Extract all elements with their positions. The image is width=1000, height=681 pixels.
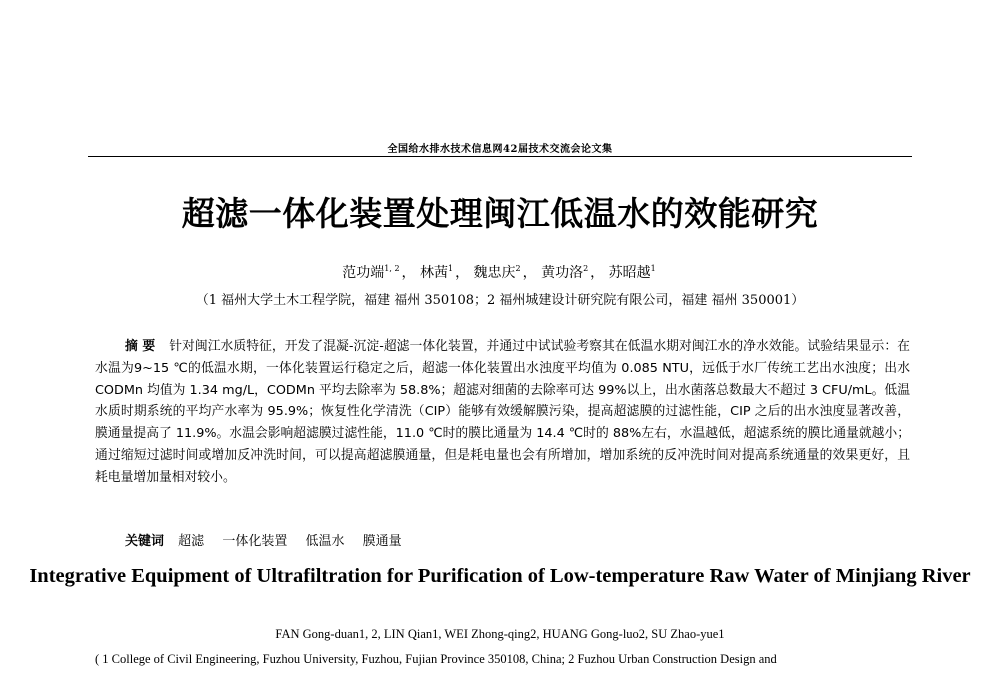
author-name: 黄功洛 (541, 265, 584, 281)
author-name: 范功端 (342, 265, 385, 281)
chinese-title: 超滤一体化装置处理闽江低温水的效能研究 (181, 194, 819, 233)
english-authors: FAN Gong-duan1, 2, LIN Qian1, WEI Zhong-qing2, HUANG Gong-luo2, SU Zhao-yue1 (275, 627, 725, 641)
abstract-text: 针对闽江水质特征，开发了混凝-沉淀-超滤一体化装置，并通过中试试验考察其在低温水期对闽江水的净水效能。试验结果显示：在水温为9~15 ℃的低温水期，一体化装置运行稳定之后，超滤一体化装置出水浊度平均值为 0.085 NTU，远低于水厂传统工艺出水浊度；出水 CODMn 均值为 1.34 mg/L，CODMn 平均去除率为 58.8%；超滤对细菌的去除率可达 99%以上，出水菌落总数最大不超过 3 CFU/mL。低温水质时期系统的平均产水率为 95.9%；恢复性化学清洗（CIP）能够有效缓解膜污染，提高超滤膜的过滤性能，CIP 之后的出水浊度显著改善，膜通量提高了 11.9%。水温会影响超滤膜过滤性能，11.0 ℃时的膜比通量为 14.4 ℃时的 88%左右，水温越低，超滤系统的膜比通量就越小；通过缩短过滤时间或增加反冲洗时间，可以提高超滤膜通量，但是耗电量也会有所增加，增加系统的反冲洗时间对提高系统通量的效果更好，且耗电量增加量相对较小。 (95, 339, 911, 485)
author-separator: ， (522, 265, 537, 281)
chinese-authors (0, 262, 1000, 282)
keywords-label: 关键词 (125, 534, 165, 549)
author-affiliation-mark: 2 (583, 264, 589, 274)
english-title: Integrative Equipment of Ultrafiltration for Purification of Low-temperature Raw Water of Minjiang River (29, 565, 971, 587)
author-affiliation-mark: 1 (447, 264, 454, 274)
author-affiliation-mark: 1 (650, 264, 656, 274)
keyword: 低温水 (305, 534, 345, 549)
header-rule (88, 156, 912, 157)
running-header: 全国给水排水技术信息网42届技术交流会论文集 (387, 144, 613, 155)
abstract (95, 336, 910, 489)
keyword: 一体化装置 (222, 534, 288, 549)
english-affiliation: ( 1 College of Civil Engineering, Fuzhou University, Fuzhou, Fujian Province 350108, China; 2 Fuzhou Urban Construction Design and (95, 652, 777, 666)
author-name: 苏昭越 (608, 265, 651, 281)
author-separator: ， (401, 265, 416, 281)
author-separator: ， (590, 265, 605, 281)
author-separator: ， (455, 265, 470, 281)
keyword: 膜通量 (362, 534, 402, 549)
keywords (125, 530, 905, 549)
keyword: 超滤 (178, 534, 205, 549)
chinese-affiliation: （1 福州大学土木工程学院，福建 福州 350108；2 福州城建设计研究院有限公司，福建 福州 350001） (195, 293, 805, 308)
author-affiliation-mark: 1, 2 (384, 264, 400, 274)
abstract-label: 摘 要 (125, 339, 156, 354)
author-affiliation-mark: 2 (515, 264, 521, 274)
author-name: 林茜 (419, 265, 448, 281)
author-name: 魏忠庆 (473, 265, 516, 281)
